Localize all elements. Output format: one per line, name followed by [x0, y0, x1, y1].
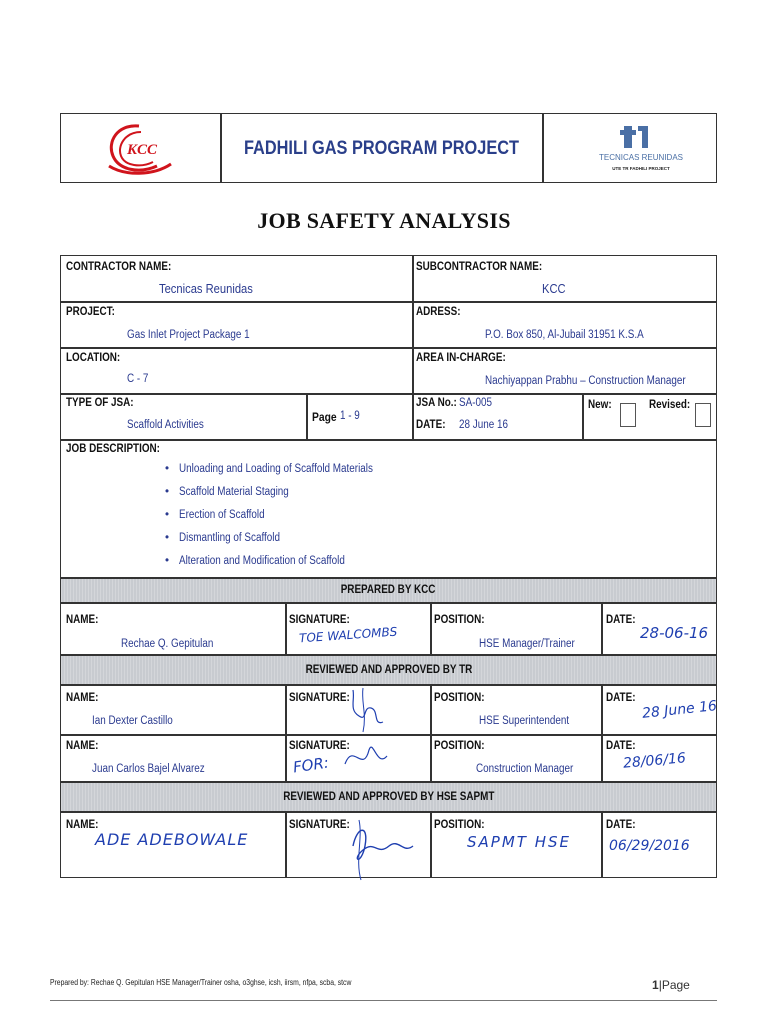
prepared-name-label: NAME: — [66, 614, 99, 626]
revised-checkbox[interactable] — [695, 403, 711, 427]
signature-scribble-icon — [333, 734, 403, 780]
tr-position-label-2: POSITION: — [434, 740, 485, 752]
tr-position-1: HSE Superintendent — [479, 715, 570, 727]
jsa-no-label: JSA No.: — [416, 397, 457, 409]
prepared-position: HSE Manager/Trainer — [479, 638, 575, 650]
hse-date-label: DATE: — [606, 819, 636, 831]
hse-position: SAPMT HSE — [467, 833, 571, 851]
subcontractor-label: SUBCONTRACTOR NAME: — [416, 261, 543, 273]
address-label: ADRESS: — [416, 306, 461, 318]
prepared-date-label: DATE: — [606, 614, 636, 626]
list-item: • Unloading and Loading of Scaffold Materials — [165, 463, 373, 475]
tr-name-label-2: NAME: — [66, 740, 99, 752]
reviewed-hse-title: REVIEWED AND APPROVED BY HSE SAPMT — [282, 791, 495, 803]
type-label: TYPE OF JSA: — [66, 397, 134, 409]
hse-date: 06/29/2016 — [609, 838, 690, 854]
prepared-section-title: PREPARED BY KCC — [341, 584, 436, 596]
list-item: • Dismantling of Scaffold — [165, 532, 280, 544]
hse-name: ADE ADEBOWALE — [95, 830, 249, 849]
tr-name-2: Juan Carlos Bajel Alvarez — [92, 763, 205, 775]
prepared-signature-label: SIGNATURE: — [289, 614, 350, 626]
signature-scribble-icon — [343, 816, 423, 882]
list-item: • Scaffold Material Staging — [165, 486, 289, 498]
tr-position-label-1: POSITION: — [434, 692, 485, 704]
project-title: FADHILI GAS PROGRAM PROJECT — [243, 138, 520, 159]
kcc-logo — [101, 120, 181, 178]
tr-logo-sub: UTE TR FADHILI PROJECT — [612, 166, 670, 171]
tr-date-1: 28 June 16 — [641, 698, 718, 722]
page-label: Page — [312, 410, 337, 424]
hse-signature-label: SIGNATURE: — [289, 819, 350, 831]
page-value: 1 - 9 — [340, 410, 360, 422]
contractor-value: Tecnicas Reunidas — [159, 281, 253, 296]
list-item: • Alteration and Modification of Scaffold — [165, 555, 345, 567]
new-checkbox[interactable] — [620, 403, 636, 427]
type-value: Scaffold Activities — [127, 419, 204, 431]
date-value: 28 June 16 — [459, 419, 508, 431]
new-label: New: — [588, 399, 612, 411]
tr-logo-text: TECNICAS REUNIDAS — [598, 153, 684, 162]
prepared-position-label: POSITION: — [434, 614, 485, 626]
location-label: LOCATION: — [66, 352, 121, 364]
tr-date-2: 28/06/16 — [622, 750, 687, 772]
tr-name-1: Ian Dexter Castillo — [92, 715, 173, 727]
area-label: AREA IN-CHARGE: — [416, 352, 506, 364]
tr-logo — [566, 120, 716, 178]
project-value: Gas Inlet Project Package 1 — [127, 329, 250, 341]
prepared-date: 28-06-16 — [640, 624, 709, 642]
page-number: 1|Page — [652, 978, 690, 992]
date-label: DATE: — [416, 419, 446, 431]
prepared-name: Rechae Q. Gepitulan — [121, 638, 214, 650]
tr-name-label-1: NAME: — [66, 692, 99, 704]
jsa-no-value: SA-005 — [459, 397, 492, 409]
footer-prepared-by: Prepared by: Rechae Q. Gepitulan HSE Manager/Trainer osha, o3ghse, icsh, iirsm, nfpa, scba, stcw — [50, 978, 352, 987]
hse-position-label: POSITION: — [434, 819, 485, 831]
job-description-label: JOB DESCRIPTION: — [66, 443, 160, 455]
address-value: P.O. Box 850, Al-Jubail 31951 K.S.A — [485, 329, 644, 341]
tr-date-label-2: DATE: — [606, 740, 636, 752]
document-title: JOB SAFETY ANALYSIS — [257, 208, 511, 233]
project-label: PROJECT: — [66, 306, 115, 318]
kcc-logo-text: KCC — [127, 142, 158, 158]
hse-name-label: NAME: — [66, 819, 99, 831]
prepared-signature: TOE WALCOMBS — [298, 624, 398, 646]
job-description-list — [165, 463, 404, 578]
revised-label: Revised: — [649, 399, 691, 411]
document-header — [60, 113, 717, 183]
area-value: Nachiyappan Prabhu – Construction Manager — [485, 375, 686, 387]
location-value: C - 7 — [127, 373, 149, 385]
list-item: • Erection of Scaffold — [165, 509, 265, 521]
footer-rule — [50, 1000, 717, 1001]
tr-signature-label-1: SIGNATURE: — [289, 692, 350, 704]
reviewed-tr-title: REVIEWED AND APPROVED BY TR — [305, 664, 472, 676]
signature-scribble-icon — [333, 686, 403, 736]
tr-date-label-1: DATE: — [606, 692, 636, 704]
tr-position-2: Construction Manager — [476, 763, 574, 775]
jsa-form — [60, 255, 717, 878]
subcontractor-value: KCC — [542, 281, 566, 296]
tr-signature-label-2: SIGNATURE: — [289, 740, 350, 752]
contractor-label: CONTRACTOR NAME: — [66, 261, 172, 273]
tr-signature-2: FOR: — [291, 753, 330, 777]
